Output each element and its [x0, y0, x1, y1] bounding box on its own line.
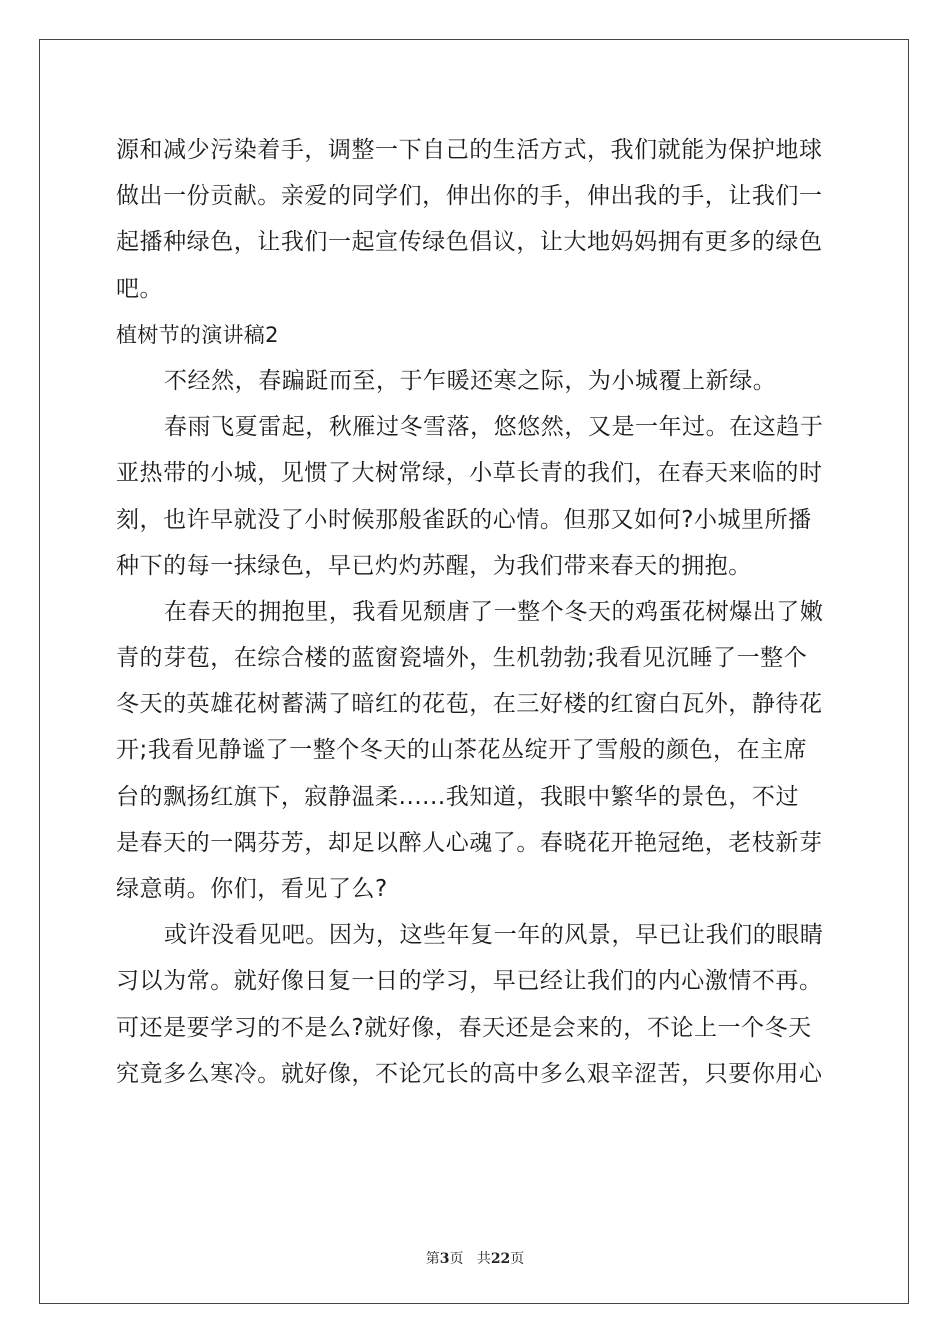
text-line: 绿意萌。你们，看见了么?	[116, 876, 388, 902]
text-line: 青的芽苞，在综合楼的蓝窗瓷墙外，生机勃勃;我看见沉睡了一整个	[116, 645, 808, 672]
text-line: 起播种绿色，让我们一起宣传绿色倡议，让大地妈妈拥有更多的绿色	[116, 229, 823, 256]
text-line: 吧。	[116, 275, 164, 302]
text-line: 在春天的拥抱里，我看见颓唐了一整个冬天的鸡蛋花树爆出了嫩	[164, 598, 824, 625]
text-line: 开;我看见静谧了一整个冬天的山茶花丛绽开了雪般的颜色，在主席	[116, 737, 808, 764]
text-line: 台的飘扬红旗下，寂静温柔......我知道，我眼中繁华的景色，不过	[116, 783, 800, 810]
text-line: 做出一份贡献。亲爱的同学们，伸出你的手，伸出我的手，让我们一	[116, 183, 823, 210]
section-heading: 植树节的演讲稿2	[116, 322, 279, 347]
total-pages-number: 22	[490, 1251, 511, 1267]
page-footer	[0, 1248, 950, 1268]
text-line: 不经然，春蹁跹而至，于乍暖还寒之际，为小城覆上新绿。	[164, 367, 777, 394]
text-line: 刻，也许早就没了小时候那般雀跃的心情。但那又如何?小城里所播	[116, 506, 812, 533]
text-line: 亚热带的小城，见惯了大树常绿，小草长青的我们，在春天来临的时	[116, 460, 823, 487]
text-line: 是春天的一隅芬芳，却足以醉人心魂了。春晓花开艳冠绝，老枝新芽	[116, 829, 823, 856]
footer-total-suffix: 页	[510, 1251, 525, 1267]
document-body	[116, 127, 836, 1097]
text-line: 种下的每一抹绿色，早已灼灼苏醒，为我们带来春天的拥抱。	[116, 552, 752, 579]
text-line: 习以为常。就好像日复一日的学习，早已经让我们的内心激情不再。	[116, 968, 823, 995]
footer-total-prefix: 共	[476, 1251, 491, 1267]
text-line: 可还是要学习的不是么?就好像，春天还是会来的，不论上一个冬天	[116, 1014, 812, 1041]
footer-prefix: 第	[425, 1251, 440, 1267]
current-page-number: 3	[439, 1251, 450, 1267]
text-line: 冬天的英雄花树蓄满了暗红的花苞，在三好楼的红窗白瓦外，静待花	[116, 691, 823, 718]
text-line: 或许没看见吧。因为，这些年复一年的风景，早已让我们的眼睛	[164, 922, 824, 949]
text-line: 究竟多么寒冷。就好像，不论冗长的高中多么艰辛涩苦，只要你用心	[116, 1060, 823, 1087]
footer-page-suffix: 页	[449, 1251, 464, 1267]
text-line: 源和减少污染着手，调整一下自己的生活方式，我们就能为保护地球	[116, 137, 823, 163]
text-line: 春雨飞夏雷起，秋雁过冬雪落，悠悠然，又是一年过。在这趋于	[164, 414, 824, 441]
